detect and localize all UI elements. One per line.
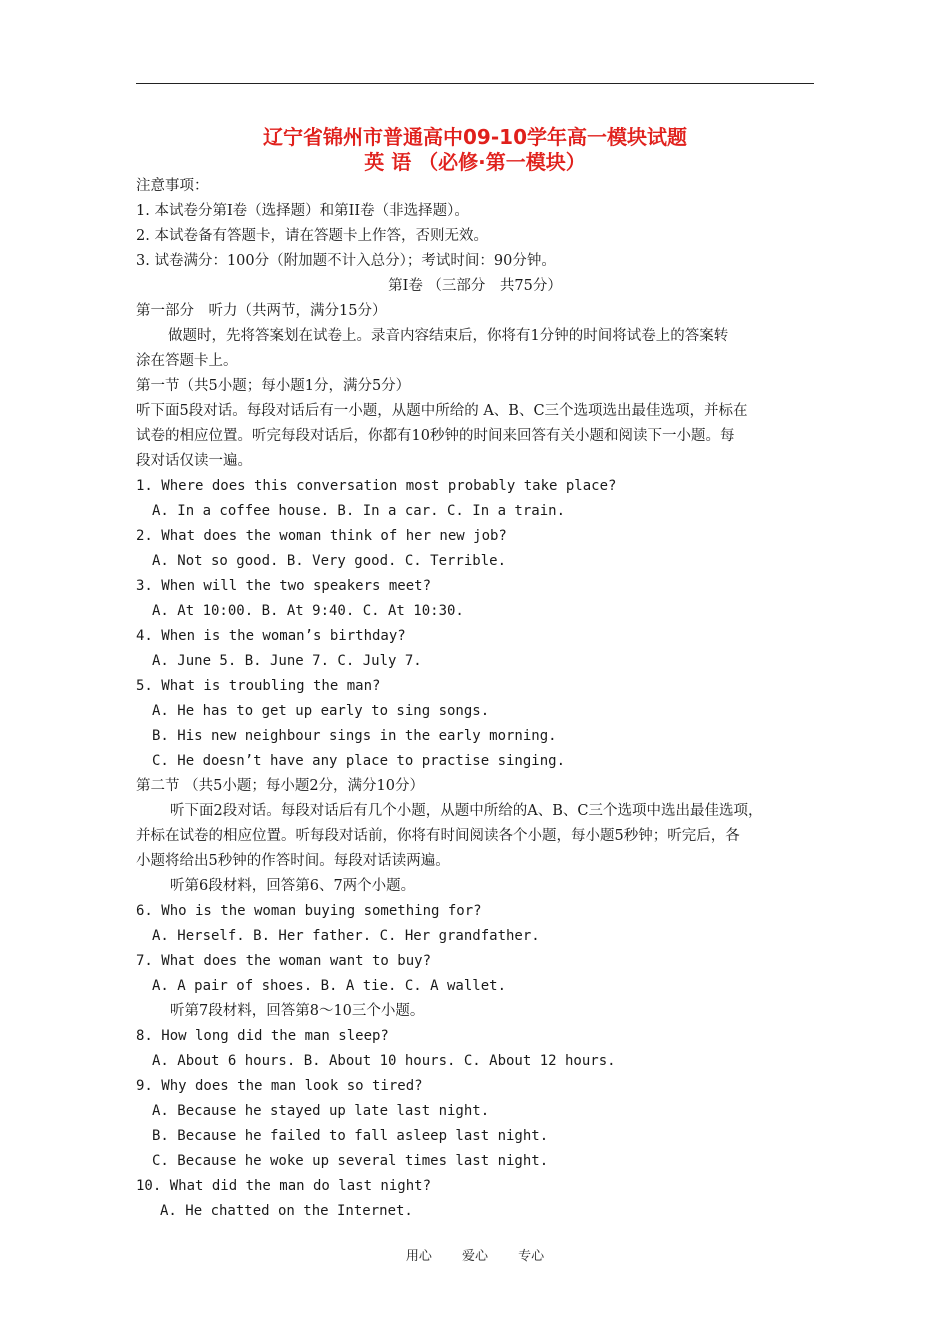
top-rule bbox=[136, 83, 814, 84]
footer-text: 专心 bbox=[518, 1249, 545, 1264]
question-9-option-b: B. Because he failed to fall asleep last night. bbox=[152, 1128, 549, 1144]
question-4: 4. When is the woman’s birthday? bbox=[136, 628, 406, 644]
note-item: 1. 本试卷分第I卷（选择题）和第II卷（非选择题）。 bbox=[136, 203, 469, 219]
question-4-options: A. June 5. B. June 7. C. July 7. bbox=[152, 653, 422, 669]
section-heading: 第二节 （共5小题；每小题2分，满分10分） bbox=[136, 778, 425, 794]
question-8-options: A. About 6 hours. B. About 10 hours. C. About 12 hours. bbox=[152, 1053, 616, 1069]
question-9-option-a: A. Because he stayed up late last night. bbox=[152, 1103, 490, 1119]
notes-heading: 注意事项： bbox=[136, 178, 209, 194]
instruction-text: 段对话仅读一遍。 bbox=[136, 453, 252, 469]
question-2-options: A. Not so good. B. Very good. C. Terrible. bbox=[152, 553, 507, 569]
question-9: 9. Why does the man look so tired? bbox=[136, 1078, 423, 1094]
instruction-text: 小题将给出5秒钟的作答时间。每段对话读两遍。 bbox=[136, 853, 450, 869]
part-heading: 第一部分 听力（共两节，满分15分） bbox=[136, 303, 387, 319]
question-5-option-a: A. He has to get up early to sing songs. bbox=[152, 703, 490, 719]
page-footer bbox=[136, 1248, 814, 1266]
instruction-text: 听下面2段对话。每段对话后有几个小题，从题中所给的A、B、C三个选项中选出最佳选项， bbox=[170, 803, 763, 819]
question-8: 8. How long did the man sleep? bbox=[136, 1028, 389, 1044]
material-heading: 听第6段材料，回答第6、7两个小题。 bbox=[170, 878, 416, 894]
document-title: 辽宁省锦州市普通高中09-10学年高一模块试题 bbox=[263, 125, 687, 149]
instruction-text: 并标在试卷的相应位置。听每段对话前，你将有时间阅读各个小题，每小题5秒钟；听完后，各 bbox=[136, 828, 740, 844]
question-3: 3. When will the two speakers meet? bbox=[136, 578, 432, 594]
question-1-options: A. In a coffee house. B. In a car. C. In a train. bbox=[152, 503, 566, 519]
question-9-option-c: C. Because he woke up several times last night. bbox=[152, 1153, 549, 1169]
question-6: 6. Who is the woman buying something for? bbox=[136, 903, 482, 919]
note-item: 2. 本试卷备有答题卡，请在答题卡上作答，否则无效。 bbox=[136, 228, 488, 244]
question-6-options: A. Herself. B. Her father. C. Her grandfather. bbox=[152, 928, 540, 944]
question-3-options: A. At 10:00. B. At 9:40. C. At 10:30. bbox=[152, 603, 464, 619]
question-5-option-b: B. His new neighbour sings in the early morning. bbox=[152, 728, 557, 744]
footer-text: 爱心 bbox=[461, 1249, 488, 1264]
question-1: 1. Where does this conversation most probably take place? bbox=[136, 478, 617, 494]
footer-text: 用心 bbox=[405, 1249, 432, 1264]
instruction-text: 涂在答题卡上。 bbox=[136, 353, 238, 369]
document-subtitle: 英 语 （必修·第一模块） bbox=[364, 150, 586, 174]
material-heading: 听第7段材料，回答第8～10三个小题。 bbox=[170, 1003, 425, 1019]
instruction-text: 听下面5段对话。每段对话后有一小题，从题中所给的 A、B、C三个选项选出最佳选项，并标在 bbox=[136, 403, 748, 419]
question-5: 5. What is troubling the man? bbox=[136, 678, 381, 694]
instruction-text: 试卷的相应位置。听完每段对话后，你都有10秒钟的时间来回答有关小题和阅读下一小题。每 bbox=[136, 428, 735, 444]
question-5-option-c: C. He doesn’t have any place to practise singing. bbox=[152, 753, 566, 769]
question-2: 2. What does the woman think of her new job? bbox=[136, 528, 507, 544]
section-heading: 第一节（共5小题；每小题1分，满分5分） bbox=[136, 378, 411, 394]
note-item: 3. 试卷满分：100分（附加题不计入总分）；考试时间：90分钟。 bbox=[136, 253, 556, 269]
instruction-text: 做题时，先将答案划在试卷上。录音内容结束后，你将有1分钟的时间将试卷上的答案转 bbox=[168, 328, 729, 344]
volume-heading: 第I卷 （三部分 共75分） bbox=[388, 278, 562, 294]
question-10: 10. What did the man do last night? bbox=[136, 1178, 432, 1194]
question-10-option-a: A. He chatted on the Internet. bbox=[160, 1203, 413, 1219]
question-7: 7. What does the woman want to buy? bbox=[136, 953, 432, 969]
question-7-options: A. A pair of shoes. B. A tie. C. A wallet. bbox=[152, 978, 507, 994]
